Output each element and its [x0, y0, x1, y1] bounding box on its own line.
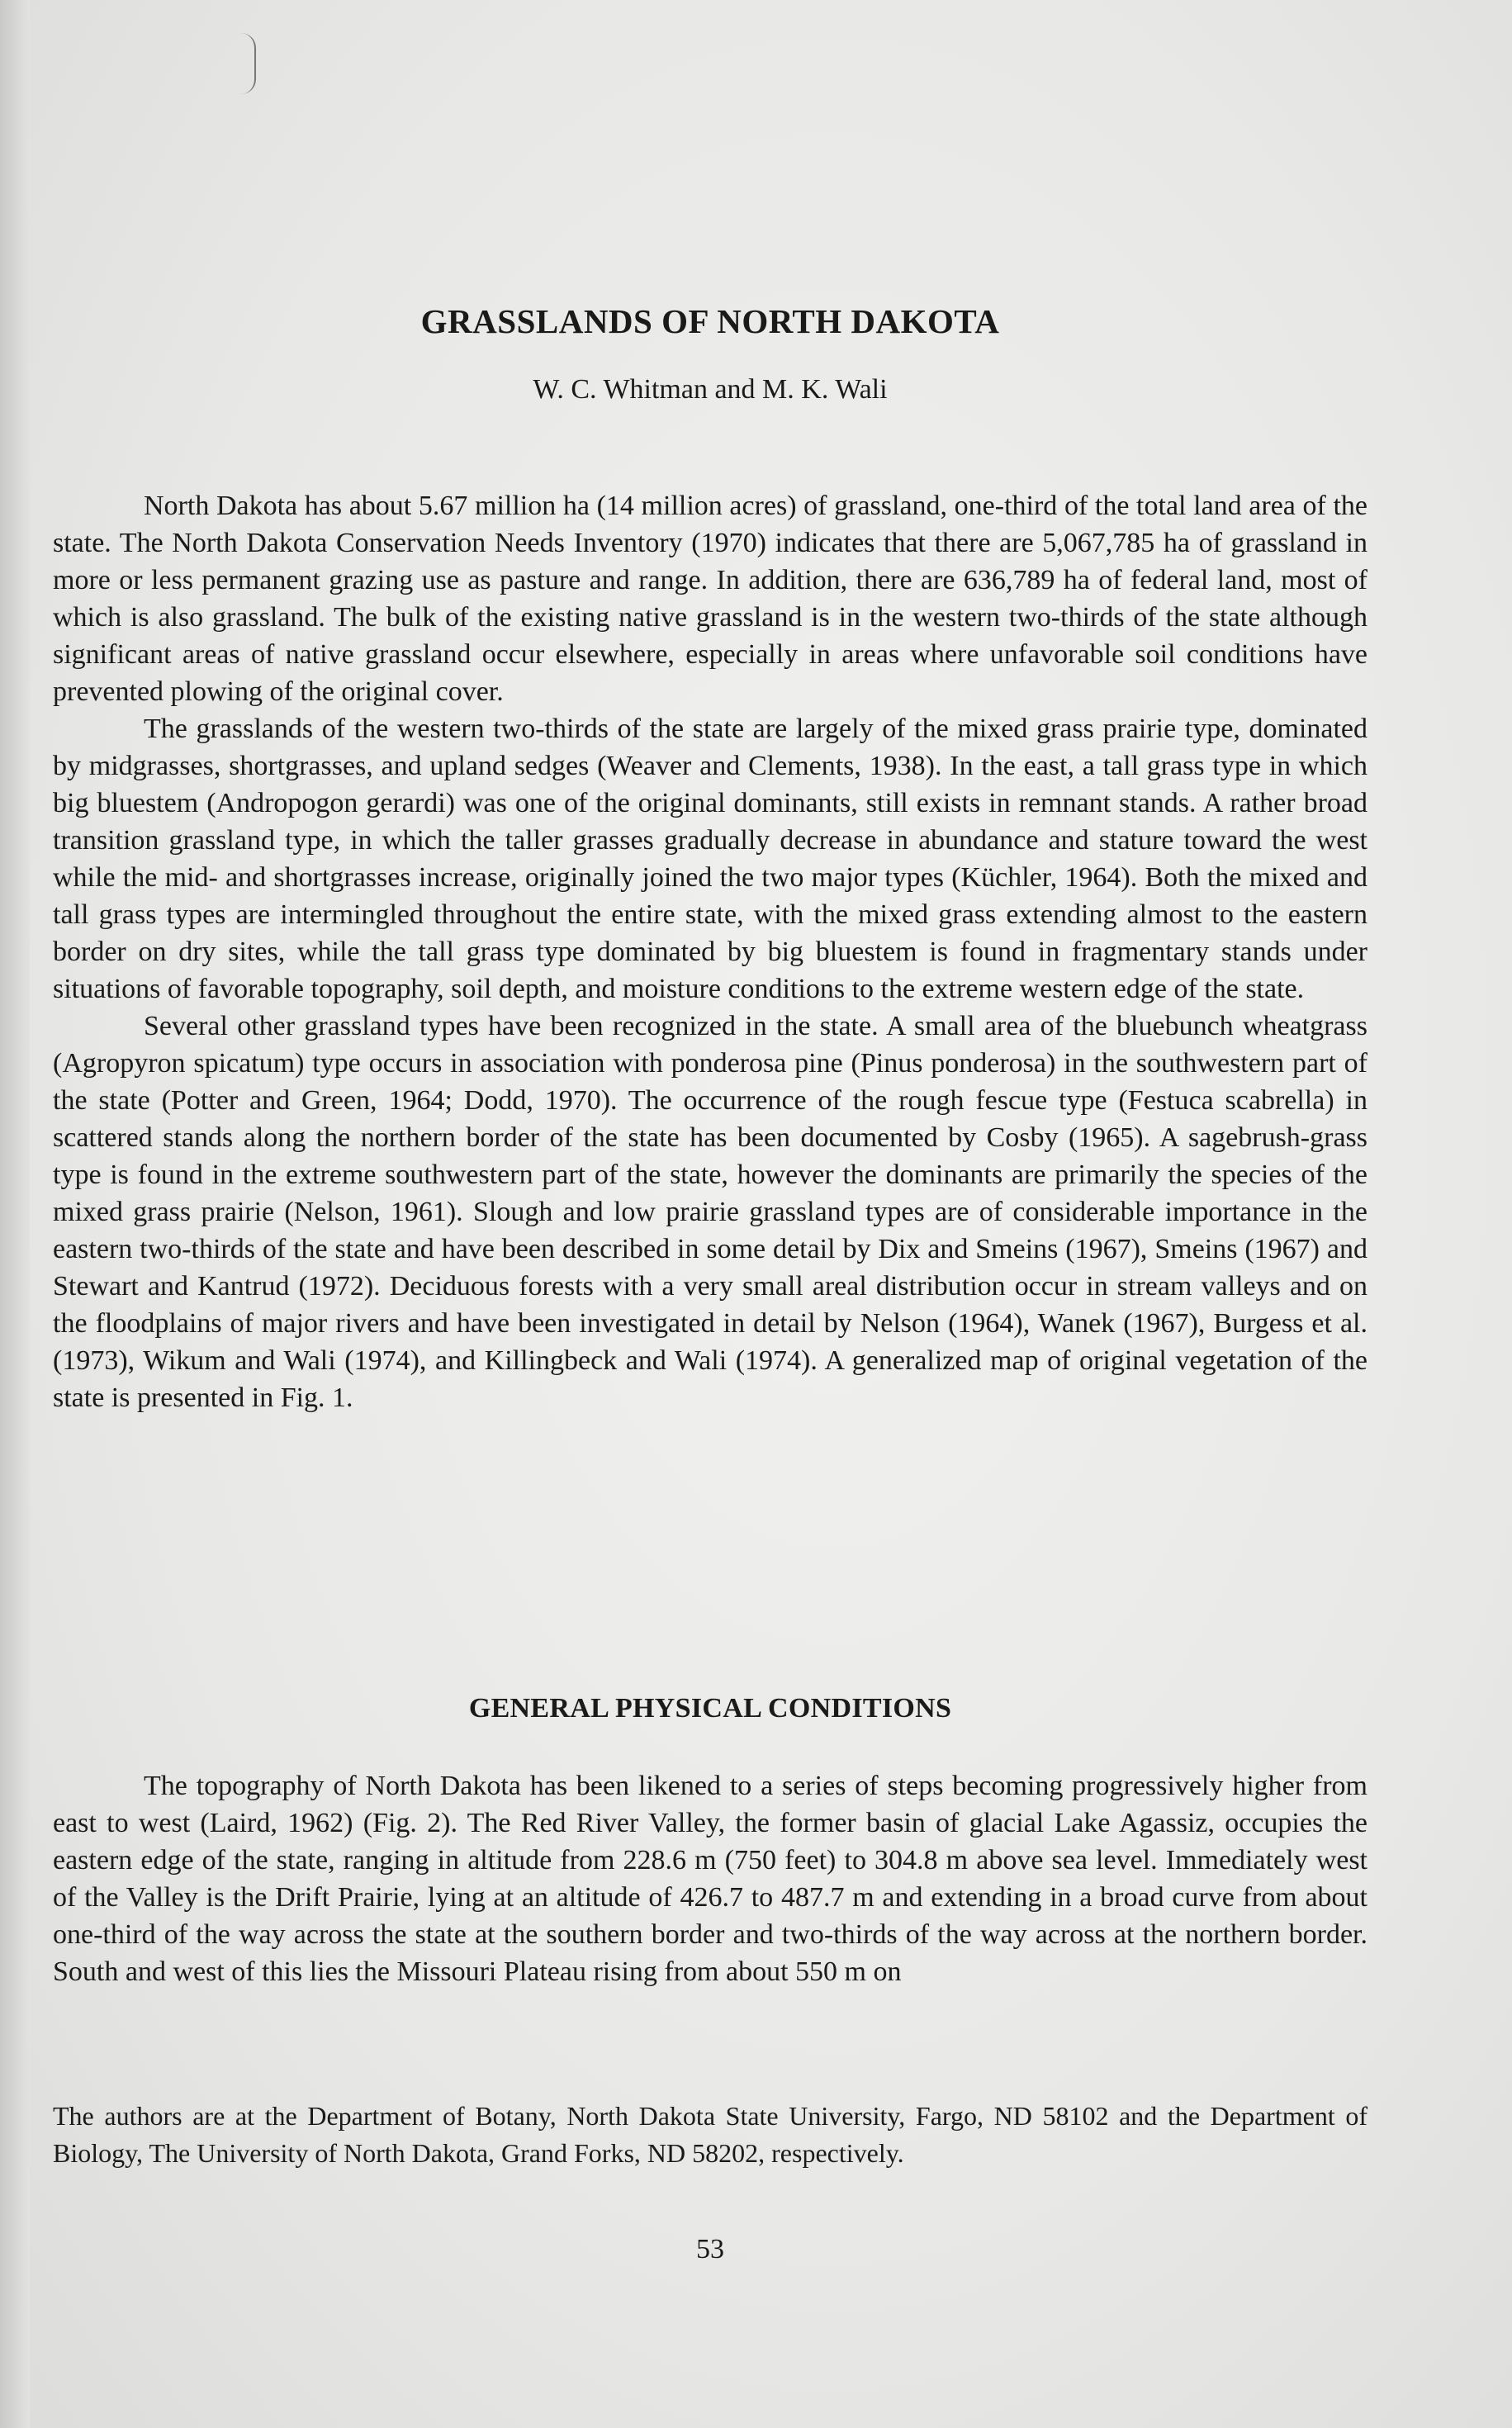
author-affiliation-footnote: The authors are at the Department of Botany, North Dakota State University, Fargo, ND 58102 and the Department of Biology, The University of North Dakota, Grand Forks, ND 58202, respectively.: [53, 2101, 1367, 2168]
paragraph: North Dakota has about 5.67 million ha (14 million acres) of grassland, one-third of the total land area of the state. The North Dakota Conservation Needs Inventory (1970) indicates that there are 5,067,785 ha of grassland in more or less permanent grazing use as pasture and range. In addition, there are 636,789 ha of federal land, most of which is also grassland. The bulk of the existing native grassland is in the western two-thirds of the state although significant areas of native grassland occur elsewhere, especially in areas where unfavorable soil conditions have prevented plowing of the original cover.: [53, 491, 1367, 707]
paragraph: The topography of North Dakota has been likened to a series of steps becoming progressively higher from east to west (Laird, 1962) (Fig. 2). The Red River Valley, the former basin of glacial Lake Agassiz, occupies the eastern edge of the state, ranging in altitude from 228.6 m (750 feet) to 304.8 m above sea level. Immediately west of the Valley is the Drift Prairie, lying at an altitude of 426.7 to 487.7 m and extending in a broad curve from about one-third of the way across the state at the southern border and two-thirds of the way across at the northern border. South and west of this lies the Missouri Plateau rising from about 550 m on: [53, 1771, 1367, 1987]
section-body: [53, 1767, 1367, 1990]
article-authors: W. C. Whitman and M. K. Wali: [533, 374, 888, 405]
article-title: GRASSLANDS OF NORTH DAKOTA: [420, 302, 1000, 340]
intro-body: [53, 487, 1367, 1416]
page-number: 53: [696, 2234, 724, 2264]
page-edge: [0, 0, 30, 2428]
section-heading: GENERAL PHYSICAL CONDITIONS: [468, 1693, 952, 1724]
pencil-mark: [241, 33, 256, 94]
paragraph: Several other grassland types have been recognized in the state. A small area of the bluebunch wheatgrass (Agropyron spicatum) type occurs in association with ponderosa pine (Pinus ponderosa) in the southwestern part of the state (Potter and Green, 1964; Dodd, 1970). The occurrence of the rough fescue type (Festuca scabrella) in scattered stands along the northern border of the state has been documented by Cosby (1965). A sagebrush-grass type is found in the extreme southwestern part of the state, however the dominants are primarily the species of the mixed grass prairie (Nelson, 1961). Slough and low prairie grassland types are of considerable importance in the eastern two-thirds of the state and have been described in some detail by Dix and Smeins (1967), Smeins (1967) and Stewart and Kantrud (1972). Deciduous forests with a very small areal distribution occur in stream valleys and on the floodplains of major rivers and have been investigated in detail by Nelson (1964), Wanek (1967), Burgess et al. (1973), Wikum and Wali (1974), and Killingbeck and Wali (1974). A generalized map of original vegetation of the state is presented in Fig. 1.: [53, 1011, 1367, 1413]
paragraph: The grasslands of the western two-thirds of the state are largely of the mixed grass prairie type, dominated by midgrasses, shortgrasses, and upland sedges (Weaver and Clements, 1938). In the east, a tall grass type in which big bluestem (Andropogon gerardi) was one of the original dominants, still exists in remnant stands. A rather broad transition grassland type, in which the taller grasses gradually decrease in abundance and stature toward the west while the mid- and shortgrasses increase, originally joined the two major types (Küchler, 1964). Both the mixed and tall grass types are intermingled throughout the entire state, with the mixed grass extending almost to the eastern border on dry sites, while the tall grass type dominated by big bluestem is found in fragmentary stands under situations of favorable topography, soil depth, and moisture conditions to the extreme western edge of the state.: [53, 714, 1367, 1004]
